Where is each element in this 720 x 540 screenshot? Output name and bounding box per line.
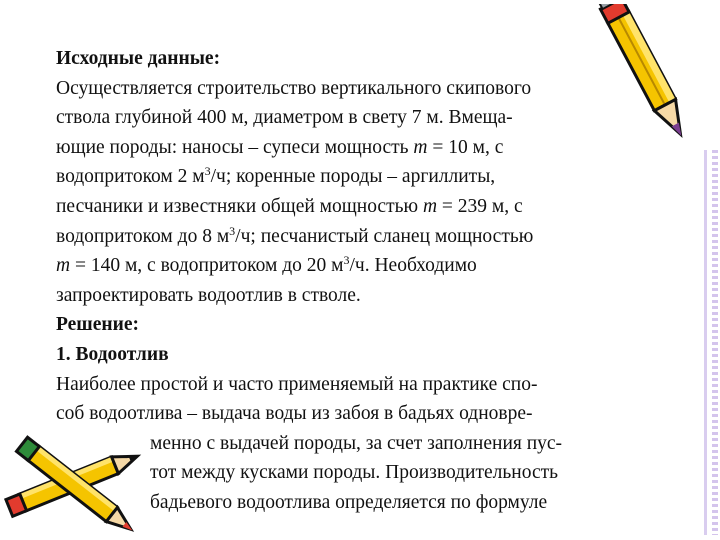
paragraph-line: Наиболее простой и часто применяемый на практике спо-	[56, 373, 538, 395]
superscript: 3	[229, 223, 236, 238]
math-symbol: m	[56, 255, 71, 277]
document-body	[56, 44, 656, 518]
decorative-border-inner	[704, 150, 707, 535]
section-heading: 1. Водоотлив	[56, 343, 169, 365]
initial-data-heading: Исходные данные:	[56, 48, 221, 69]
text-fragment: песчаники и известняки общей мощностью	[56, 195, 423, 217]
paragraph-line: менно с выдачей породы, за счет заполнения пус-	[150, 432, 563, 454]
math-symbol: m	[413, 136, 428, 158]
text-fragment: ющие породы: наносы – супеси мощность	[56, 136, 414, 158]
text-fragment: /ч; песчанистый сланец мощностью	[235, 225, 534, 247]
text-fragment: водопритоком до 8 м	[56, 225, 230, 247]
text-line: ствола глубиной 400 м, диаметром в свету 7 м. Вмеща-	[56, 107, 513, 129]
paragraph-line: соб водоотлива – выдача воды из забоя в бадьях одновре-	[56, 403, 533, 425]
text-line	[56, 222, 656, 252]
text-fragment: /ч; коренные породы – аргиллиты,	[210, 166, 496, 188]
decorative-border	[712, 150, 718, 535]
text-fragment: /ч. Необходимо	[349, 255, 477, 277]
text-line: запроектировать водоотлив в стволе.	[56, 284, 361, 306]
text-fragment: = 239 м, с	[437, 195, 523, 217]
text-line	[56, 192, 656, 222]
text-line	[56, 133, 656, 163]
paragraph-line: тот между кусками породы. Производительность	[150, 462, 559, 484]
superscript: 3	[204, 164, 211, 179]
math-symbol: m	[422, 195, 438, 217]
solution-heading: Решение:	[56, 314, 140, 336]
text-line: Осуществляется строительство вертикального скипового	[56, 77, 532, 99]
superscript: 3	[343, 253, 350, 268]
text-line	[56, 162, 656, 192]
paragraph-line: бадьевого водоотлива определяется по формуле	[150, 491, 548, 513]
text-fragment: водопритоком 2 м	[56, 166, 205, 188]
text-fragment: = 10 м, с	[427, 136, 504, 158]
text-line	[56, 251, 656, 281]
text-fragment: = 140 м, с водопритоком до 20 м	[70, 255, 344, 277]
